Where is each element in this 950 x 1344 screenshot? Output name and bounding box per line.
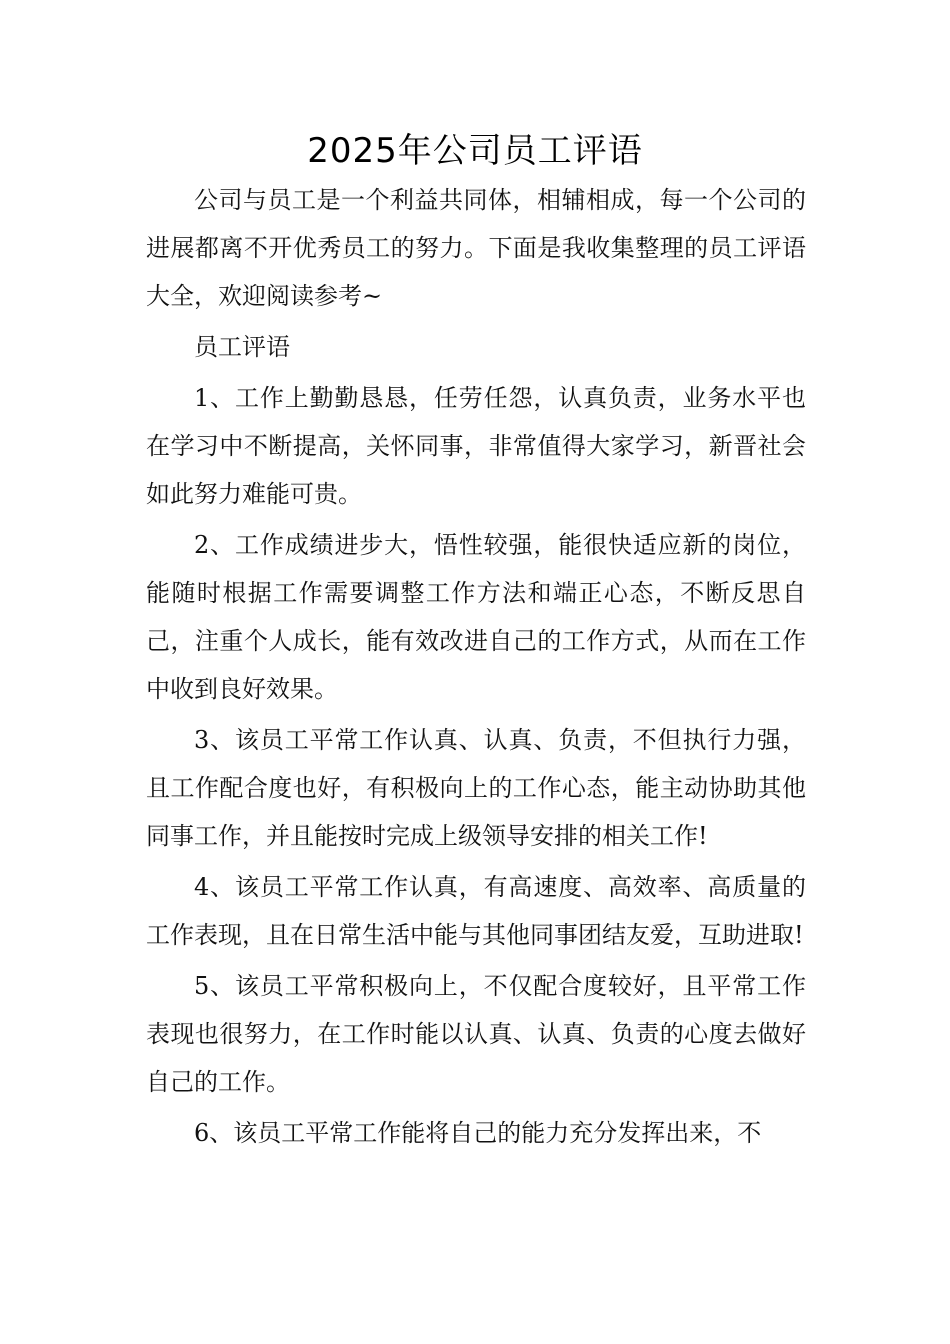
- document-body: [146, 176, 806, 1160]
- document-title: 2025年公司员工评语: [307, 131, 643, 171]
- list-item: 2、工作成绩进步大，悟性较强，能很快适应新的岗位，能随时根据工作需要调整工作方法和端正心态，不断反思自己，注重个人成长，能有效改进自己的工作方式，从而在工作中收到良好效果。: [146, 531, 806, 703]
- list-item: 5、该员工平常积极向上，不仅配合度较好，且平常工作表现也很努力，在工作时能以认真、认真、负责的心度去做好自己的工作。: [146, 972, 806, 1096]
- list-item: 3、该员工平常工作认真、认真、负责，不但执行力强，且工作配合度也好，有积极向上的工作心态，能主动协助其他同事工作，并且能按时完成上级领导安排的相关工作!: [146, 726, 806, 850]
- list-item: 6、该员工平常工作能将自己的能力充分发挥出来，不: [194, 1119, 762, 1147]
- list-item: 1、工作上勤勤恳恳，任劳任怨，认真负责，业务水平也在学习中不断提高，关怀同事，非常值得大家学习，新晋社会如此努力难能可贵。: [146, 384, 806, 508]
- list-item: 4、该员工平常工作认真，有高速度、高效率、高质量的工作表现，且在日常生活中能与其他同事团结友爱，互助进取!: [146, 873, 806, 949]
- intro-paragraph: 公司与员工是一个利益共同体，相辅相成，每一个公司的进展都离不开优秀员工的努力。下面是我收集整理的员工评语大全，欢迎阅读参考~: [146, 186, 806, 310]
- section-heading: 员工评语: [194, 333, 290, 361]
